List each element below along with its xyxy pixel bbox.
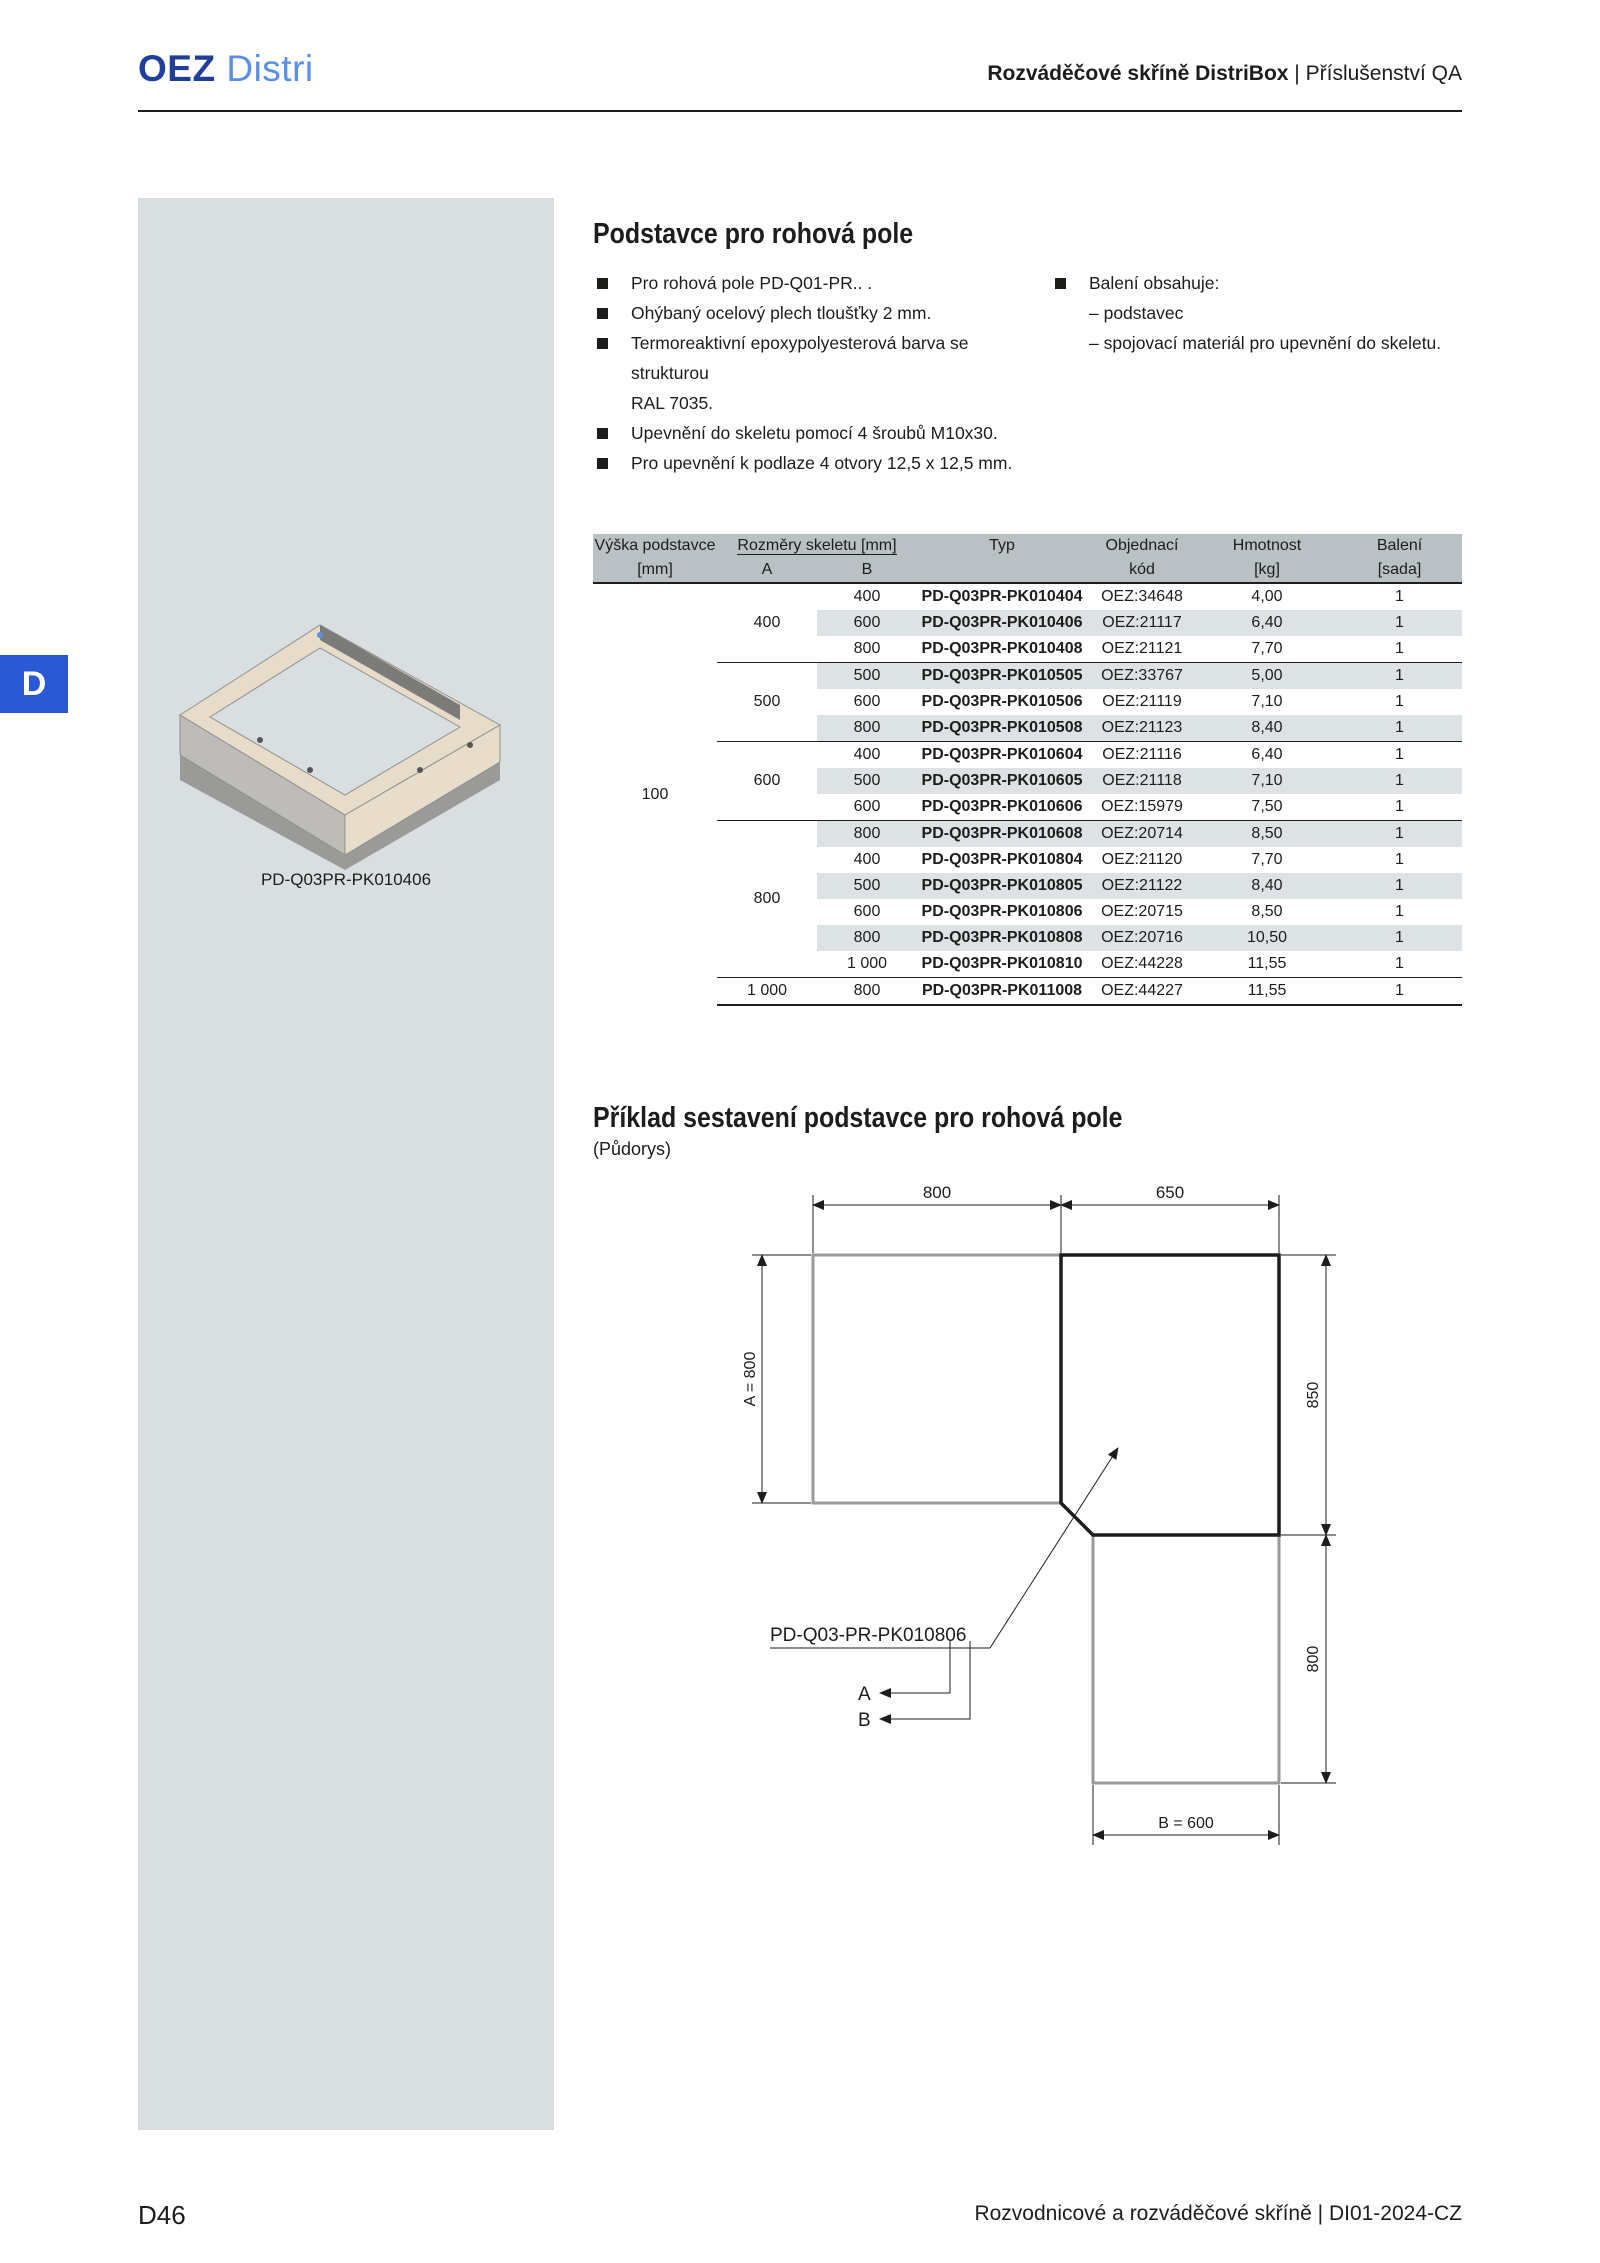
cell-a: 600 (717, 742, 817, 821)
col-header-code-l2: kód (1087, 558, 1197, 583)
dim-top-left: 800 (922, 1183, 952, 1202)
mounting-hole (467, 742, 473, 748)
cabinet-left (813, 1255, 1061, 1503)
cell-type: PD-Q03PR-PK010806 (921, 903, 1083, 920)
col-header-pack: Balení (1337, 534, 1462, 558)
cell-code: OEZ:15979 (1101, 798, 1183, 815)
cell-weight: 7,10 (1197, 768, 1337, 794)
cell-b: 800 (817, 978, 917, 1006)
section-title-bases: Podstavce pro rohová pole (593, 218, 914, 250)
cell-b: 400 (817, 583, 917, 610)
section-subtitle-plan: (Půdorys) (593, 1139, 672, 1159)
cell-code: OEZ:44227 (1087, 978, 1197, 1006)
brand-logo (138, 48, 314, 90)
callout-b-label: B (858, 1710, 871, 1731)
part-label: PD-Q03-PR-PK010806 (770, 1625, 967, 1646)
page-number: D46 (138, 2200, 186, 2230)
package-contents-list (1051, 268, 1471, 358)
cell-weight: 8,40 (1197, 715, 1337, 742)
cell-pack: 1 (1337, 925, 1462, 951)
col-header-weight-unit: [kg] (1197, 558, 1337, 583)
cell-type: PD-Q03PR-PK010608 (917, 821, 1087, 848)
mounting-hole (417, 767, 423, 773)
cell-code: OEZ:33767 (1087, 663, 1197, 690)
col-header-type: Typ (917, 534, 1087, 583)
col-header-dims-label: Rozměry skeletu [mm] (737, 537, 897, 554)
package-contents-item: – spojovací materiál pro upevnění do skeletu. (1089, 333, 1442, 353)
mounting-hole (307, 767, 313, 773)
cell-b: 600 (853, 798, 881, 815)
cell-weight: 10,50 (1197, 925, 1337, 951)
cell-type: PD-Q03PR-PK010604 (917, 742, 1087, 769)
cell-pack: 1 (1337, 610, 1462, 636)
brand-logo-light: Distri (226, 48, 314, 89)
col-header-pack-unit: [sada] (1337, 558, 1462, 583)
cell-type: PD-Q03PR-PK010606 (921, 798, 1083, 815)
cell-pack: 1 (1395, 955, 1404, 972)
dim-left: A = 800 (742, 1351, 759, 1407)
dim-top-right: 650 (1155, 1183, 1185, 1202)
feature-item: Termoreaktivní epoxypolyesterová barva se strukturou (593, 328, 1033, 388)
cell-weight: 5,00 (1197, 663, 1337, 690)
cell-pack: 1 (1337, 821, 1462, 848)
chapter-tab: D (0, 655, 68, 713)
feature-item: Pro rohová pole PD-Q01-PR.. . (593, 268, 1033, 298)
feature-item: Upevnění do skeletu pomocí 4 šroubů M10x30. (593, 418, 1033, 448)
cell-weight: 4,00 (1197, 583, 1337, 610)
package-contents-heading: Balení obsahuje: (1051, 268, 1471, 298)
mounting-hole (257, 737, 263, 743)
cell-b: 500 (817, 873, 917, 899)
cell-pack: 1 (1395, 693, 1404, 710)
cell-pack: 1 (1337, 583, 1462, 610)
cell-pack: 1 (1337, 873, 1462, 899)
cell-code: OEZ:21116 (1087, 742, 1197, 769)
cell-b: 800 (817, 715, 917, 742)
header-breadcrumb (987, 62, 1462, 86)
cell-b: 600 (853, 903, 881, 920)
col-header-dims (717, 534, 917, 558)
cell-a: 800 (717, 821, 817, 978)
cell-b: 800 (853, 640, 881, 657)
header-category: Rozváděčové skříně DistriBox (987, 62, 1289, 85)
cell-weight: 11,55 (1197, 978, 1337, 1006)
cell-weight: 8,40 (1197, 873, 1337, 899)
cell-b: 500 (817, 663, 917, 690)
callout-a-line (880, 1641, 950, 1693)
cell-type: PD-Q03PR-PK011008 (917, 978, 1087, 1006)
mounting-bracket (317, 632, 323, 638)
cell-type: PD-Q03PR-PK010810 (921, 955, 1083, 972)
cell-code: OEZ:21119 (1102, 693, 1182, 710)
col-header-code: Objednací (1087, 534, 1197, 558)
col-header-height: Výška podstavce (593, 534, 717, 558)
cell-b: 400 (853, 851, 881, 868)
table-row (593, 978, 1462, 1006)
footer-doc-code: DI01-2024-CZ (1328, 2202, 1462, 2225)
footer-separator: | (1317, 2202, 1324, 2225)
cell-weight: 8,50 (1197, 821, 1337, 848)
part-leader-line (990, 1448, 1118, 1648)
cell-weight: 6,40 (1197, 742, 1337, 769)
col-header-b: B (817, 558, 917, 583)
col-header-height-unit: [mm] (593, 558, 717, 583)
cell-pack: 1 (1337, 742, 1462, 769)
cell-code: OEZ:21118 (1087, 768, 1197, 794)
product-illustration (170, 620, 530, 870)
cell-weight: 8,50 (1251, 903, 1283, 920)
cell-b: 800 (817, 821, 917, 848)
cell-b: 400 (817, 742, 917, 769)
cell-weight: 7,50 (1251, 798, 1283, 815)
cell-b: 500 (817, 768, 917, 794)
footer-doc-title: Rozvodnicové a rozváděčové skříně (974, 2202, 1312, 2225)
cell-type: PD-Q03PR-PK010404 (917, 583, 1087, 610)
product-table (593, 534, 1462, 1006)
cell-code: OEZ:21122 (1087, 873, 1197, 899)
cell-code: OEZ:44228 (1101, 955, 1183, 972)
cell-type: PD-Q03PR-PK010805 (917, 873, 1087, 899)
footer-doc-info (974, 2202, 1462, 2226)
cell-a: 1 000 (717, 978, 817, 1006)
table-row (593, 742, 1462, 769)
callout-a-label: A (858, 1684, 871, 1705)
cell-weight: 7,70 (1251, 640, 1283, 657)
cell-code: OEZ:21117 (1087, 610, 1197, 636)
feature-list (593, 268, 1033, 478)
dim-right-upper: 850 (1305, 1381, 1322, 1409)
cell-code: OEZ:34648 (1087, 583, 1197, 610)
col-header-a: A (717, 558, 817, 583)
cell-height: 100 (593, 583, 717, 1005)
cell-type: PD-Q03PR-PK010808 (917, 925, 1087, 951)
cell-pack: 1 (1395, 903, 1404, 920)
col-header-weight: Hmotnost (1197, 534, 1337, 558)
cabinet-bottom (1093, 1535, 1279, 1783)
cell-weight: 7,10 (1251, 693, 1283, 710)
cell-type: PD-Q03PR-PK010406 (917, 610, 1087, 636)
cell-pack: 1 (1395, 640, 1404, 657)
cell-type: PD-Q03PR-PK010804 (921, 851, 1083, 868)
package-contents-item: – podstavec (1089, 303, 1184, 323)
feature-item-continuation: RAL 7035. (631, 393, 714, 413)
cell-weight: 11,55 (1247, 955, 1287, 972)
cell-type: PD-Q03PR-PK010506 (921, 693, 1083, 710)
cell-pack: 1 (1337, 978, 1462, 1006)
table-row (593, 821, 1462, 848)
cell-weight: 7,70 (1251, 851, 1283, 868)
cell-pack: 1 (1337, 663, 1462, 690)
cell-type: PD-Q03PR-PK010605 (917, 768, 1087, 794)
cell-code: OEZ:21120 (1101, 851, 1183, 868)
cell-b: 1 000 (846, 955, 888, 972)
cell-code: OEZ:20715 (1101, 903, 1183, 920)
product-caption: PD-Q03PR-PK010406 (260, 870, 432, 889)
feature-item: Pro upevnění k podlaze 4 otvory 12,5 x 12,5 mm. (593, 448, 1033, 478)
cell-type: PD-Q03PR-PK010505 (917, 663, 1087, 690)
table-row (593, 663, 1462, 690)
cell-code: OEZ:21121 (1101, 640, 1183, 657)
cell-pack: 1 (1395, 851, 1404, 868)
cell-code: OEZ:20716 (1087, 925, 1197, 951)
dim-bottom: B = 600 (1158, 1815, 1214, 1832)
cell-type: PD-Q03PR-PK010408 (921, 640, 1083, 657)
corner-base-outline (1061, 1255, 1279, 1535)
cell-type: PD-Q03PR-PK010508 (917, 715, 1087, 742)
cell-code: OEZ:20714 (1087, 821, 1197, 848)
side-panel (138, 198, 554, 2130)
cell-b: 800 (817, 925, 917, 951)
cell-b: 600 (853, 693, 881, 710)
cell-pack: 1 (1337, 768, 1462, 794)
cell-pack: 1 (1337, 715, 1462, 742)
callout-b-line (880, 1641, 970, 1719)
feature-item: Ohýbaný ocelový plech tloušťky 2 mm. (593, 298, 1033, 328)
cell-weight: 6,40 (1197, 610, 1337, 636)
cell-a: 500 (717, 663, 817, 742)
cell-a: 400 (717, 583, 817, 663)
dim-right-lower: 800 (1305, 1645, 1322, 1673)
header-subcategory: Příslušenství QA (1305, 62, 1462, 85)
section-title-assembly: Příklad sestavení podstavce pro rohová pole (593, 1102, 1123, 1134)
corner-chamfer (1061, 1503, 1093, 1535)
header-separator: | (1294, 62, 1300, 85)
brand-logo-bold: OEZ (138, 48, 216, 89)
cell-b: 600 (817, 610, 917, 636)
header-divider (138, 110, 1462, 112)
cell-code: OEZ:21123 (1087, 715, 1197, 742)
table-row (593, 583, 1462, 610)
cell-pack: 1 (1395, 798, 1404, 815)
